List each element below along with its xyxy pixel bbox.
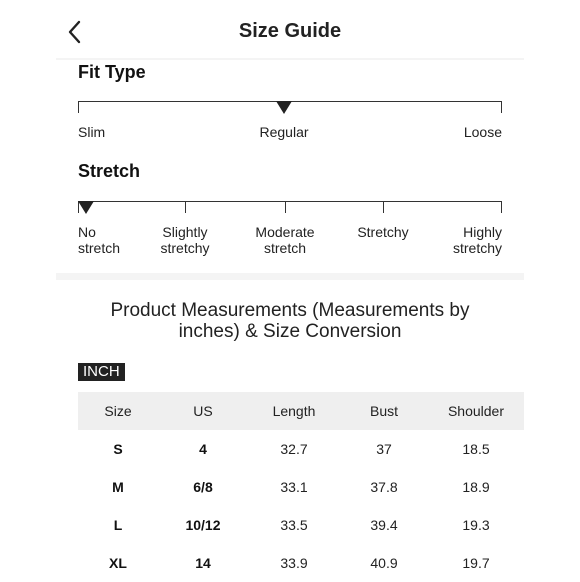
stretch-label-stretchy: Stretchy <box>357 224 409 240</box>
size-table <box>78 392 524 582</box>
bust-cell: 37.8 <box>370 479 398 495</box>
stretch-scale <box>78 201 502 202</box>
shoulder-cell: 18.5 <box>462 441 490 457</box>
fit-stretch-card <box>56 60 524 273</box>
bust-cell: 39.4 <box>370 517 398 533</box>
stretch-tick-4 <box>501 201 502 213</box>
stretch-title: Stretch <box>78 161 141 181</box>
fit-tick-loose <box>501 101 502 113</box>
page-title: Size Guide <box>238 20 342 42</box>
size-guide-page <box>56 0 524 580</box>
stretch-label-moderate: Moderate stretch <box>255 224 315 256</box>
right-margin <box>524 0 580 580</box>
column-header: Bust <box>369 403 398 419</box>
table-row <box>78 506 524 544</box>
length-cell: 33.1 <box>280 479 308 495</box>
header-bar <box>56 0 524 58</box>
length-cell: 32.7 <box>280 441 308 457</box>
length-cell: 33.9 <box>280 555 308 571</box>
fit-type-title: Fit Type <box>78 62 146 82</box>
us-cell: 10/12 <box>185 517 221 533</box>
fit-label-loose: Loose <box>463 124 502 140</box>
shoulder-cell: 19.7 <box>462 555 490 571</box>
stretch-label-no-stretch: No stretch <box>78 224 121 256</box>
bust-cell: 37 <box>376 441 392 457</box>
us-cell: 4 <box>199 441 207 457</box>
column-header: US <box>193 403 213 419</box>
us-cell: 14 <box>195 555 211 571</box>
column-header: Size <box>104 403 132 419</box>
measurements-card <box>56 280 524 580</box>
stretch-tick-2 <box>285 201 286 213</box>
table-header-row <box>78 392 524 430</box>
table-row <box>78 544 524 582</box>
stretch-tick-1 <box>185 201 186 213</box>
size-cell: M <box>112 479 124 495</box>
fit-tick-slim <box>78 101 79 113</box>
table-row <box>78 468 524 506</box>
size-cell: L <box>113 517 123 533</box>
fit-type-marker <box>276 101 292 114</box>
length-cell: 33.5 <box>280 517 308 533</box>
size-cell: XL <box>109 555 127 571</box>
stretch-label-highly: Highly stretchy <box>452 224 502 256</box>
stretch-tick-3 <box>383 201 384 213</box>
fit-label-slim: Slim <box>78 124 106 140</box>
unit-tab-inch[interactable]: INCH <box>78 363 125 381</box>
measurements-title: Product Measurements (Measurements by inches) & Size Conversion <box>110 300 470 342</box>
table-row <box>78 430 524 468</box>
stretch-label-slightly: Slightly stretchy <box>160 224 210 256</box>
stretch-marker <box>78 201 94 214</box>
left-margin <box>0 0 56 580</box>
column-header: Shoulder <box>447 403 505 419</box>
us-cell: 6/8 <box>193 479 213 495</box>
shoulder-cell: 19.3 <box>462 517 490 533</box>
column-header: Length <box>272 403 316 419</box>
bust-cell: 40.9 <box>370 555 398 571</box>
shoulder-cell: 18.9 <box>462 479 490 495</box>
fit-label-regular: Regular <box>259 124 309 140</box>
size-cell: S <box>113 441 123 457</box>
